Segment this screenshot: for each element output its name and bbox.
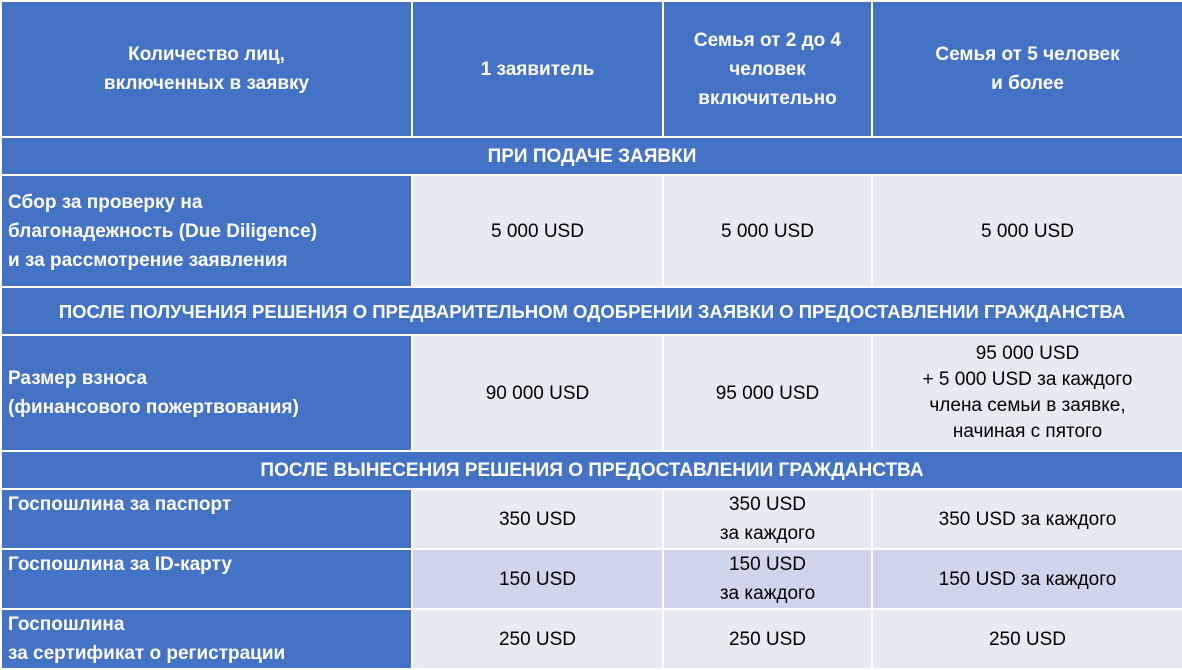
row-label-due-diligence: Сбор за проверку на благонадежность (Due Diligence) и за рассмотрение заявления xyxy=(1,175,412,287)
row-label-id-card: Госпошлина за ID-карту xyxy=(1,549,412,609)
due-diligence-single: 5 000 USD xyxy=(412,175,663,287)
table-row xyxy=(1,609,1182,669)
header-people-count: Количество лиц, включенных в заявку xyxy=(1,1,412,137)
row-label-passport: Госпошлина за паспорт xyxy=(1,489,412,549)
contribution-single: 90 000 USD xyxy=(412,335,663,451)
header-single-applicant: 1 заявитель xyxy=(412,1,663,137)
certificate-family-5-plus: 250 USD xyxy=(872,609,1182,669)
section-row xyxy=(1,451,1182,489)
row-label-contribution: Размер взноса (финансового пожертвования) xyxy=(1,335,412,451)
header-family-5-plus: Семья от 5 человек и более xyxy=(872,1,1182,137)
contribution-family-2-4: 95 000 USD xyxy=(663,335,872,451)
table-row xyxy=(1,335,1182,451)
contribution-family-5-plus: 95 000 USD + 5 000 USD за каждого члена семьи в заявке, начиная с пятого xyxy=(872,335,1182,451)
certificate-single: 250 USD xyxy=(412,609,663,669)
passport-family-2-4: 350 USD за каждого xyxy=(663,489,872,549)
section-after-preliminary-approval: ПОСЛЕ ПОЛУЧЕНИЯ РЕШЕНИЯ О ПРЕДВАРИТЕЛЬНОМ ОДОБРЕНИИ ЗАЯВКИ О ПРЕДОСТАВЛЕНИИ ГРАЖДАНСТВА xyxy=(1,287,1182,335)
table-row xyxy=(1,489,1182,549)
header-row xyxy=(1,1,1182,137)
row-label-certificate: Госпошлина за сертификат о регистрации xyxy=(1,609,412,669)
certificate-family-2-4: 250 USD xyxy=(663,609,872,669)
section-after-citizenship-decision: ПОСЛЕ ВЫНЕСЕНИЯ РЕШЕНИЯ О ПРЕДОСТАВЛЕНИИ ГРАЖДАНСТВА xyxy=(1,451,1182,489)
table-row xyxy=(1,549,1182,609)
due-diligence-family-5-plus: 5 000 USD xyxy=(872,175,1182,287)
id-card-family-5-plus: 150 USD за каждого xyxy=(872,549,1182,609)
id-card-single: 150 USD xyxy=(412,549,663,609)
section-on-application: ПРИ ПОДАЧЕ ЗАЯВКИ xyxy=(1,137,1182,175)
header-family-2-4: Семья от 2 до 4 человек включительно xyxy=(663,1,872,137)
passport-single: 350 USD xyxy=(412,489,663,549)
section-row xyxy=(1,137,1182,175)
table-row xyxy=(1,175,1182,287)
section-row xyxy=(1,287,1182,335)
due-diligence-family-2-4: 5 000 USD xyxy=(663,175,872,287)
passport-family-5-plus: 350 USD за каждого xyxy=(872,489,1182,549)
id-card-family-2-4: 150 USD за каждого xyxy=(663,549,872,609)
